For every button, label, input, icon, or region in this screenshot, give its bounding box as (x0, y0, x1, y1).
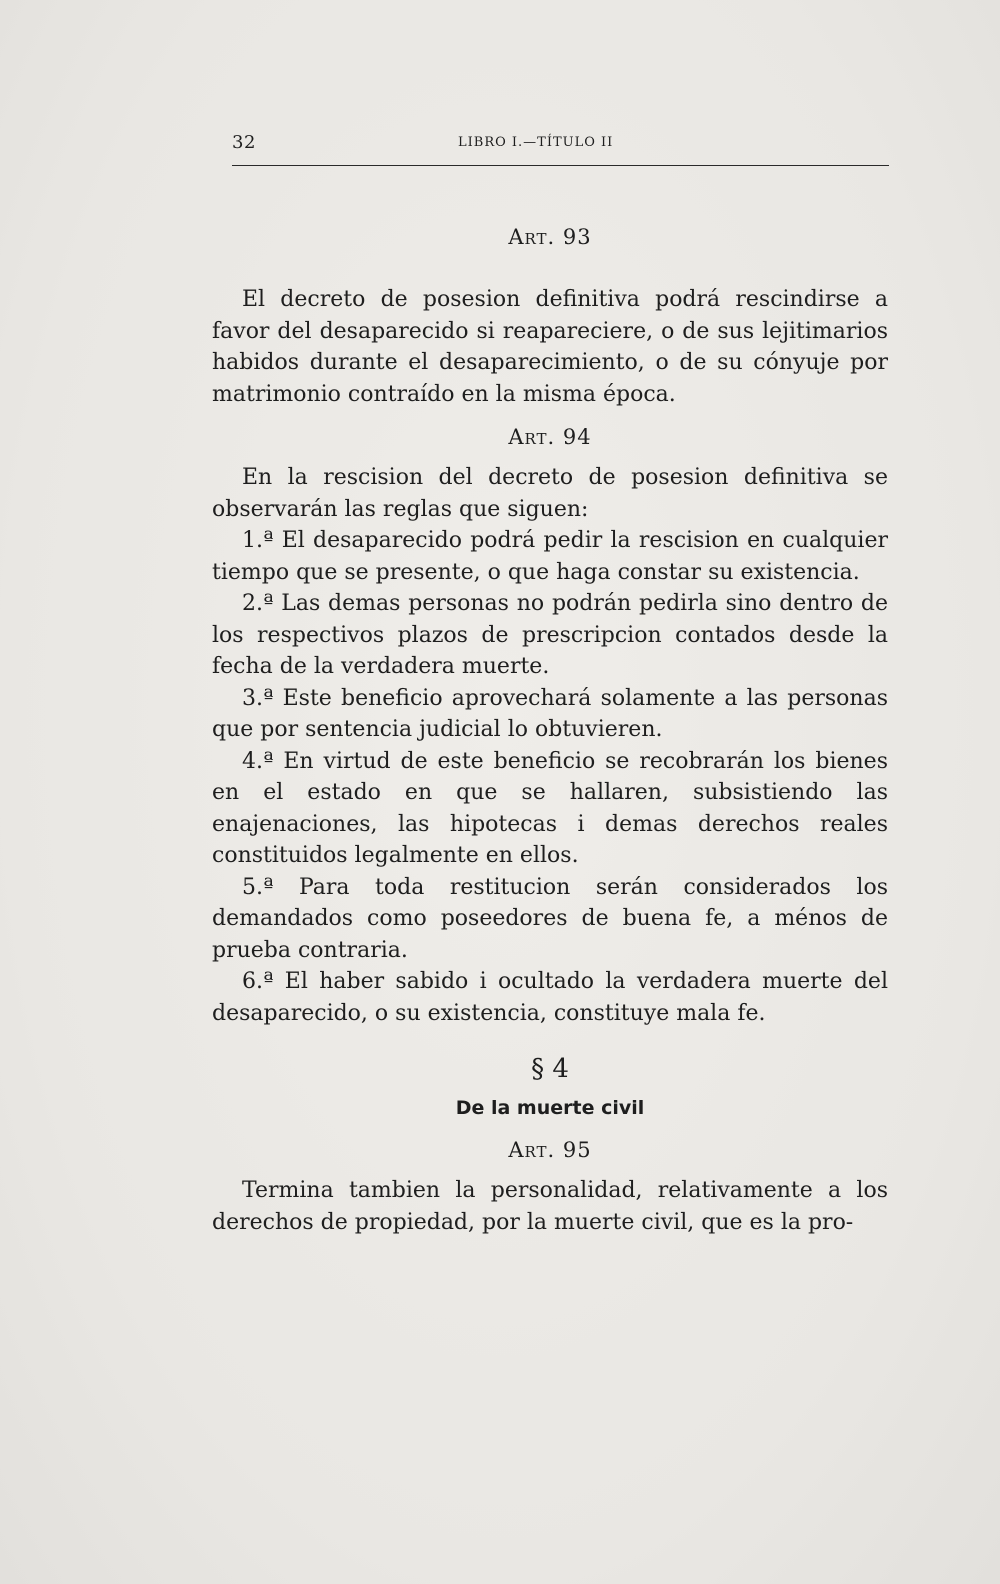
article-93-heading: Art. 93 (508, 225, 592, 249)
article-94-intro: En la rescision del decreto de posesion definitiva se observarán las reglas que siguen: (212, 465, 888, 522)
section-number: § 4 (531, 1054, 569, 1084)
running-head: LIBRO I.—TÍTULO II (458, 135, 614, 150)
article-93-text: El decreto de posesion definitiva podrá rescindirse a favor del desaparecido si reapareciere, o de sus lejitimarios habidos durante el desaparecimiento, o de su cónyuje por matrimonio contraído en la misma época. (212, 287, 888, 407)
page-number: 32 (232, 132, 256, 153)
page-header (232, 132, 886, 162)
section-title: De la muerte civil (455, 1097, 645, 1119)
article-95-heading: Art. 95 (508, 1138, 592, 1162)
article-95-text: Termina tambien la personalidad, relativamente a los derechos de propiedad, por la muerte civil, que es la pro- (212, 1178, 888, 1235)
article-94-rule-4: 4.ª En virtud de este beneficio se recobrarán los bienes en el estado en que se hallaren, subsistiendo las enajenaciones, las hipotecas i demas derechos reales constituidos legalmente en ellos. (212, 748, 888, 868)
article-94-rule-3: 3.ª Este beneficio aprovechará solamente a las personas que por sentencia judicial lo obtuvieren. (212, 685, 888, 742)
article-94-rule-6: 6.ª El haber sabido i ocultado la verdadera muerte del desaparecido, o su existencia, constituye mala fe. (212, 969, 888, 1026)
body-text (212, 220, 888, 1238)
article-94-rule-1: 1.ª El desaparecido podrá pedir la rescision en cualquier tiempo que se presente, o que haga constar su existencia. (212, 528, 888, 585)
article-94-heading: Art. 94 (508, 425, 592, 449)
article-94-rule-5: 5.ª Para toda restitucion serán considerados los demandados como poseedores de buena fe, a ménos de prueba contraria. (212, 874, 888, 963)
article-94-rule-2: 2.ª Las demas personas no podrán pedirla sino dentro de los respectivos plazos de prescripcion contados desde la fecha de la verdadera muerte. (212, 591, 888, 679)
header-rule (232, 165, 889, 166)
